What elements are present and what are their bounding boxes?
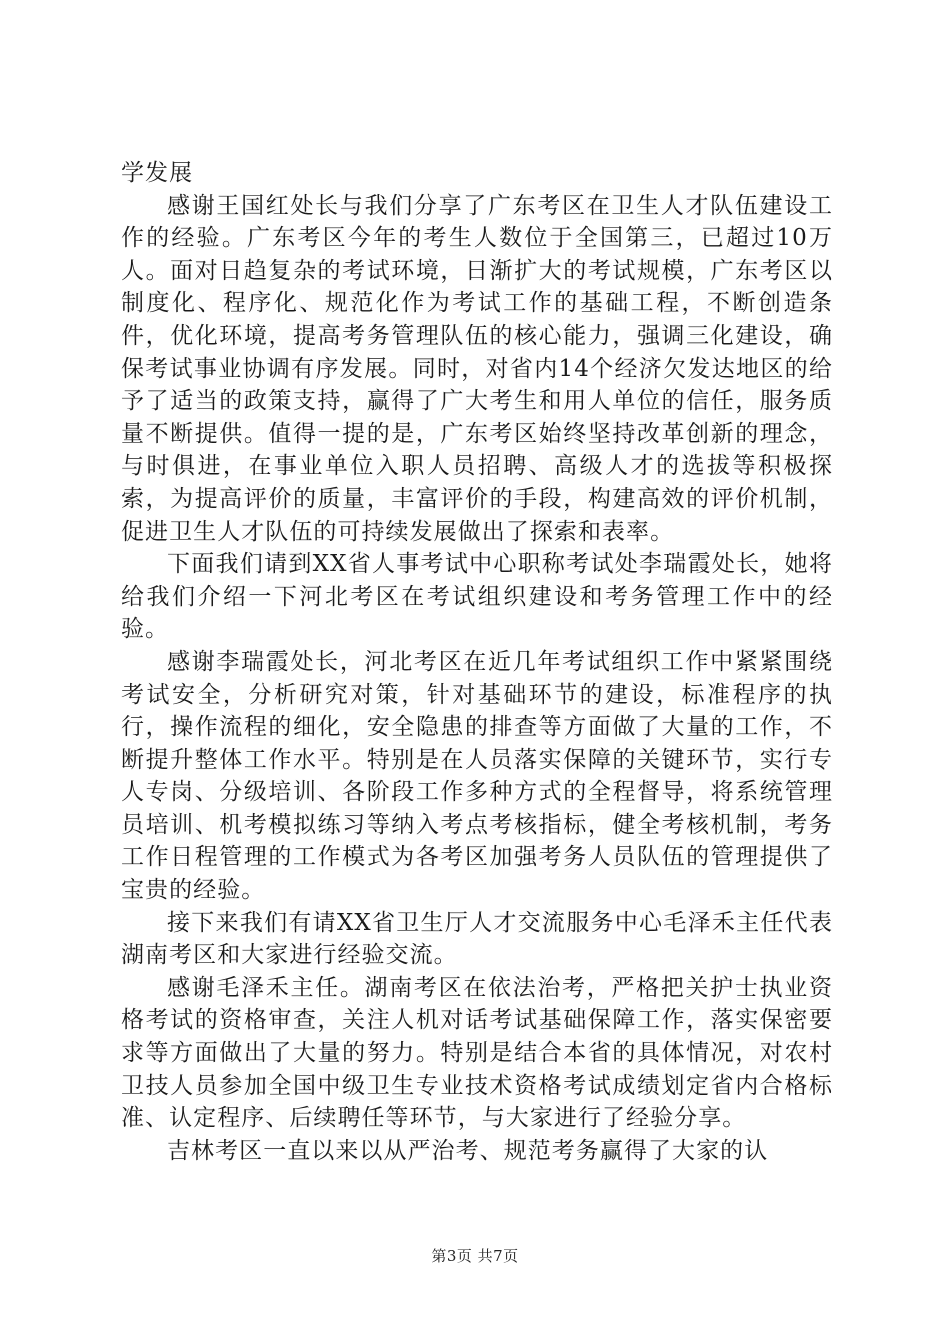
paragraph-jilin: 吉林考区一直以来以从严治考、规范考务赢得了大家的认 <box>167 1137 769 1164</box>
paragraph-hunan-intro: 接下来我们有请XX省卫生厅人才交流服务中心毛泽禾主任代表湖南考区和大家进行经验交流。 <box>121 909 833 969</box>
body-text <box>121 157 833 1167</box>
paragraph-hebei-intro: 下面我们请到XX省人事考试中心职称考试处李瑞霞处长，她将给我们介绍一下河北考区在考试组织建设和考务管理工作中的经验。 <box>121 551 833 643</box>
paragraph-continuation: 学发展 <box>121 160 194 186</box>
paragraph-hebei: 感谢李瑞霞处长，河北考区在近几年考试组织工作中紧紧围绕考试安全，分析研究对策，针对基础环节的建设，标准程序的执行，操作流程的细化，安全隐患的排查等方面做了大量的工作，不断提升整体工作水平。特别是在人员落实保障的关键环节，实行专人专岗、分级培训、各阶段工作多种方式的全程督导，将系统管理员培训、机考模拟练习等纳入考点考核指标，健全考核机制，考务工作日程管理的工作模式为各考区加强考务人员队伍的管理提供了宝贵的经验。 <box>121 648 833 904</box>
paragraph-guangdong: 感谢王国红处长与我们分享了广东考区在卫生人才队伍建设工作的经验。广东考区今年的考生人数位于全国第三，已超过10万人。面对日趋复杂的考试环境，日渐扩大的考试规模，广东考区以制度化、程序化、规范化作为考试工作的基础工程，不断创造条件，优化环境，提高考务管理队伍的核心能力，强调三化建设，确保考试事业协调有序发展。同时，对省内14个经济欠发达地区的给予了适当的政策支持，赢得了广大考生和用人单位的信任，服务质量不断提供。值得一提的是，广东考区始终坚持改革创新的理念，与时俱进，在事业单位入职人员招聘、高级人才的选拔等积极探索，为提高评价的质量，丰富评价的手段，构建高效的评价机制，促进卫生人才队伍的可持续发展做出了探索和表率。 <box>121 192 833 545</box>
page-footer: 第3页 共7页 <box>431 1247 519 1265</box>
paragraph-hunan: 感谢毛泽禾主任。湖南考区在依法治考，严格把关护士执业资格考试的资格审查，关注人机对话考试基础保障工作，落实保密要求等方面做出了大量的努力。特别是结合本省的具体情况，对农村卫技人员参加全国中级卫生专业技术资格考试成绩划定省内合格标准、认定程序、后续聘任等环节，与大家进行了经验分享。 <box>121 974 833 1132</box>
